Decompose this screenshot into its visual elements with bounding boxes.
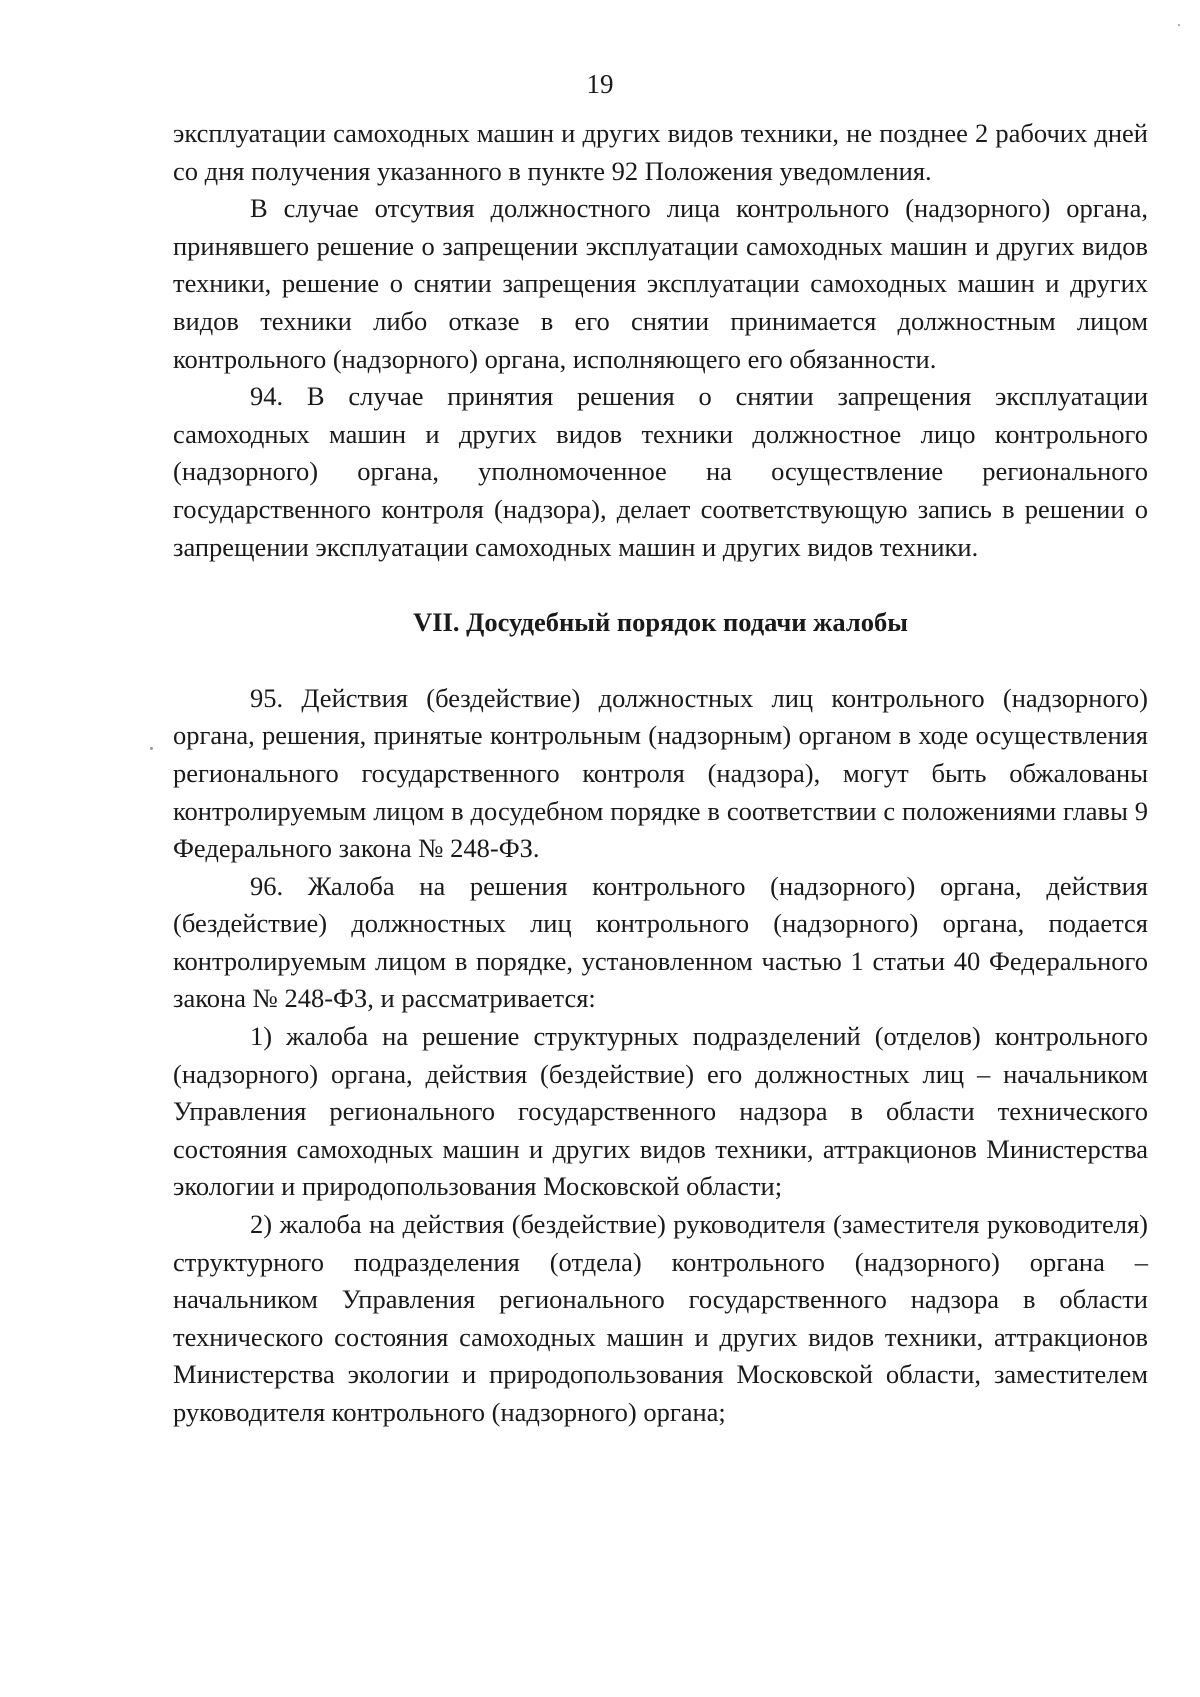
section-heading: VII. Досудебный порядок подачи жалобы (413, 607, 908, 638)
scan-artifact-dot (1178, 24, 1180, 26)
paragraph-96-item-1: 1) жалоба на решение структурных подразделений (отделов) контрольного (надзорного) органа, действия (бездействие) его должностных лиц – начальником Управления регионального государственного надзора в области технического состояния самоходных машин и других видов техники, аттракционов Министерства экологии и природопользования Московской области; (173, 1021, 1148, 1202)
page-number: 19 (586, 69, 614, 99)
paragraph-96: 96. Жалоба на решения контрольного (надзорного) органа, действия (бездействие) должностных лиц контрольного (надзорного) органа, подается контролируемым лицом в порядке, установленном частью 1 статьи 40 Федерального закона № 248-ФЗ, и рассматривается: (173, 870, 1148, 1014)
paragraph-absence-of-official: В случае отсутвия должностного лица контрольного (надзорного) органа, принявшего решение о запрещении эксплуатации самоходных машин и других видов техники, решение о снятии запрещения эксплуатации самоходных машин и других видов техники либо отказе в его снятии принимается должностным лицом контрольного (надзорного) органа, исполняющего его обязанности. (173, 193, 1148, 374)
paragraph-96-item-2: 2) жалоба на действия (бездействие) руководителя (заместителя руководителя) структурного подразделения (отдела) контрольного (надзорного) органа – начальником Управления регионального государственного надзора в области технического состояния самоходных машин и других видов техники, аттракционов Министерства экологии и природопользования Московской области, заместителем руководителя контрольного (надзорного) органа; (173, 1209, 1148, 1427)
paragraph-95: 95. Действия (бездействие) должностных лиц контрольного (надзорного) органа, решения, принятые контрольным (надзорным) органом в ходе осуществления регионального государственного контроля (надзора), могут быть обжалованы контролируемым лицом в досудебном порядке в соответствии с положениями главы 9 Федерального закона № 248-ФЗ. (173, 682, 1148, 864)
paragraph-94: 94. В случае принятия решения о снятии запрещения эксплуатации самоходных машин и других видов техники должностное лицо контрольного (надзорного) органа, уполномоченное на осуществление регионального государственного контроля (надзора), делает соответствующую запись в решении о запрещении эксплуатации самоходных машин и других видов техники. (173, 381, 1148, 562)
document-body (173, 115, 1148, 1432)
scan-artifact-dot (150, 747, 153, 750)
paragraph-continuation: эксплуатации самоходных машин и других видов техники, не позднее 2 рабочих дней со дня получения указанного в пункте 92 Положения уведомления. (173, 118, 1148, 186)
